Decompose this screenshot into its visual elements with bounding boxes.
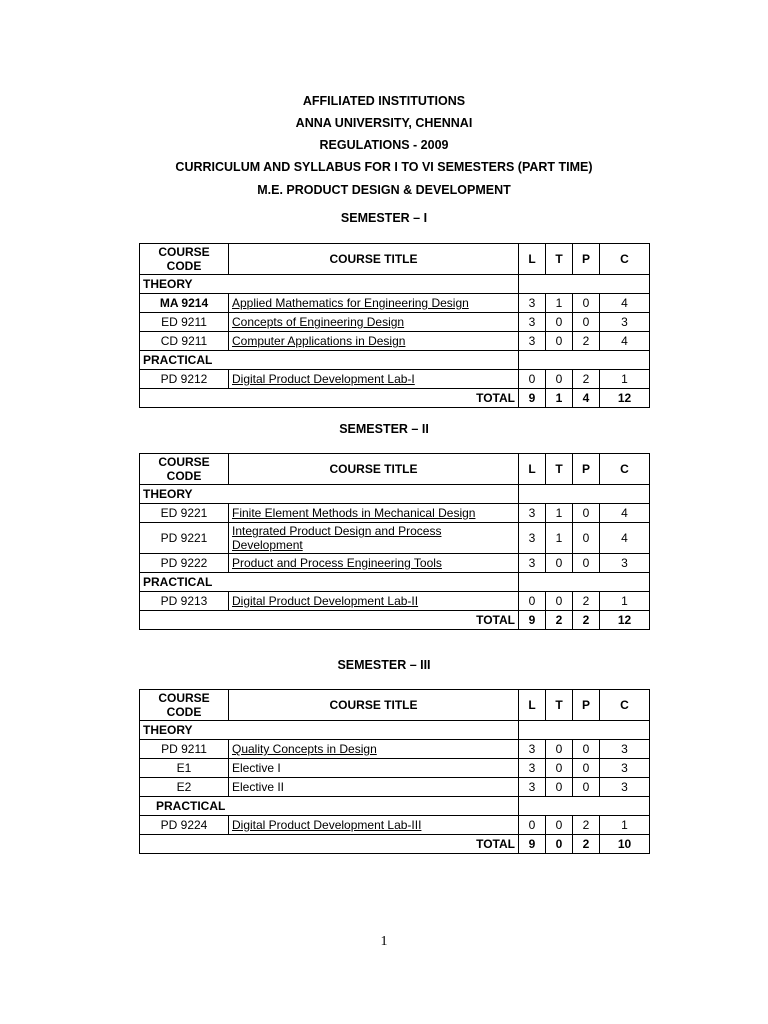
table-row [140, 294, 650, 313]
total-c: 10 [600, 835, 650, 854]
course-title: Finite Element Methods in Mechanical Design [229, 504, 519, 523]
course-code-header: COURSE CODE [140, 244, 229, 275]
p-value: 0 [573, 504, 600, 523]
t-header: T [546, 244, 573, 275]
c-header: C [600, 690, 650, 721]
semester-1-title: SEMESTER – I [340, 211, 428, 225]
course-code: ED 9221 [140, 504, 229, 523]
l-header: L [519, 454, 546, 485]
t-value: 0 [546, 370, 573, 389]
table-header-row [140, 454, 650, 485]
l-value: 0 [519, 370, 546, 389]
t-value: 0 [546, 313, 573, 332]
l-value: 3 [519, 740, 546, 759]
total-p: 2 [573, 835, 600, 854]
t-value: 0 [546, 759, 573, 778]
t-value: 1 [546, 504, 573, 523]
c-value: 1 [600, 816, 650, 835]
course-code: CD 9211 [140, 332, 229, 351]
total-c: 12 [600, 389, 650, 408]
l-value: 3 [519, 778, 546, 797]
course-title: Quality Concepts in Design [229, 740, 519, 759]
total-c: 12 [600, 611, 650, 630]
c-value: 1 [600, 592, 650, 611]
t-header: T [546, 454, 573, 485]
table-header-row [140, 690, 650, 721]
table-row [140, 313, 650, 332]
table-row [140, 592, 650, 611]
l-value: 0 [519, 592, 546, 611]
blank-cell [519, 573, 650, 592]
course-title: Product and Process Engineering Tools [229, 554, 519, 573]
t-value: 1 [546, 294, 573, 313]
blank-cell [519, 721, 650, 740]
c-value: 4 [600, 332, 650, 351]
theory-label: THEORY [140, 275, 519, 294]
total-t: 1 [546, 389, 573, 408]
blank-cell [519, 351, 650, 370]
semester-3-table [139, 689, 650, 854]
course-code: PD 9212 [140, 370, 229, 389]
p-value: 0 [573, 554, 600, 573]
theory-label: THEORY [140, 721, 519, 740]
p-value: 2 [573, 332, 600, 351]
p-value: 0 [573, 313, 600, 332]
course-title: Concepts of Engineering Design [229, 313, 519, 332]
table-header-row [140, 244, 650, 275]
table-row [140, 778, 650, 797]
c-value: 1 [600, 370, 650, 389]
p-value: 0 [573, 294, 600, 313]
course-title: Digital Product Development Lab-II [229, 592, 519, 611]
table-row [140, 504, 650, 523]
l-value: 3 [519, 523, 546, 554]
p-header: P [573, 244, 600, 275]
total-row [140, 611, 650, 630]
semester-3-title: SEMESTER – III [337, 658, 431, 672]
c-value: 4 [600, 523, 650, 554]
total-label: TOTAL [140, 611, 519, 630]
theory-section-row [140, 721, 650, 740]
semester-2-table [139, 453, 650, 630]
course-code: PD 9224 [140, 816, 229, 835]
t-value: 0 [546, 816, 573, 835]
l-value: 3 [519, 759, 546, 778]
theory-section-row [140, 275, 650, 294]
course-title-header: COURSE TITLE [229, 244, 519, 275]
total-p: 4 [573, 389, 600, 408]
l-header: L [519, 244, 546, 275]
course-code: PD 9211 [140, 740, 229, 759]
practical-label: PRACTICAL [140, 351, 519, 370]
p-value: 0 [573, 759, 600, 778]
total-row [140, 389, 650, 408]
table-row [140, 554, 650, 573]
t-value: 0 [546, 778, 573, 797]
header-university: ANNA UNIVERSITY, CHENNAI [295, 116, 473, 130]
p-value: 0 [573, 740, 600, 759]
p-header: P [573, 454, 600, 485]
practical-label: PRACTICAL [140, 573, 519, 592]
p-value: 2 [573, 592, 600, 611]
total-label: TOTAL [140, 835, 519, 854]
l-value: 3 [519, 504, 546, 523]
blank-cell [519, 485, 650, 504]
total-p: 2 [573, 611, 600, 630]
course-code: PD 9213 [140, 592, 229, 611]
course-code-header: COURSE CODE [140, 690, 229, 721]
header-affiliated: AFFILIATED INSTITUTIONS [302, 94, 466, 108]
course-title-header: COURSE TITLE [229, 454, 519, 485]
course-code: ED 9211 [140, 313, 229, 332]
table-row [140, 332, 650, 351]
course-title: Computer Applications in Design [229, 332, 519, 351]
header-regulations: REGULATIONS - 2009 [319, 138, 449, 152]
l-header: L [519, 690, 546, 721]
table-row [140, 740, 650, 759]
p-value: 0 [573, 778, 600, 797]
l-value: 3 [519, 554, 546, 573]
t-value: 0 [546, 554, 573, 573]
course-title: Elective II [229, 778, 519, 797]
l-value: 3 [519, 313, 546, 332]
c-value: 4 [600, 504, 650, 523]
c-value: 3 [600, 759, 650, 778]
table-row [140, 370, 650, 389]
table-row [140, 759, 650, 778]
practical-section-row [140, 797, 650, 816]
table-row [140, 523, 650, 554]
c-value: 3 [600, 778, 650, 797]
course-code: PD 9222 [140, 554, 229, 573]
course-code: MA 9214 [140, 294, 229, 313]
c-value: 3 [600, 554, 650, 573]
l-value: 3 [519, 294, 546, 313]
course-title: Integrated Product Design and Process Development [229, 523, 519, 554]
table-row [140, 816, 650, 835]
p-value: 0 [573, 523, 600, 554]
p-header: P [573, 690, 600, 721]
total-l: 9 [519, 389, 546, 408]
page-number: 1 [380, 934, 388, 949]
total-t: 2 [546, 611, 573, 630]
l-value: 0 [519, 816, 546, 835]
course-code-header: COURSE CODE [140, 454, 229, 485]
total-row [140, 835, 650, 854]
c-value: 3 [600, 313, 650, 332]
theory-section-row [140, 485, 650, 504]
t-value: 0 [546, 740, 573, 759]
l-value: 3 [519, 332, 546, 351]
p-value: 2 [573, 816, 600, 835]
c-value: 4 [600, 294, 650, 313]
t-value: 0 [546, 592, 573, 611]
course-code: E2 [140, 778, 229, 797]
theory-label: THEORY [140, 485, 519, 504]
course-title: Elective I [229, 759, 519, 778]
course-code: E1 [140, 759, 229, 778]
t-value: 0 [546, 332, 573, 351]
t-value: 1 [546, 523, 573, 554]
practical-section-row [140, 351, 650, 370]
c-value: 3 [600, 740, 650, 759]
total-t: 0 [546, 835, 573, 854]
c-header: C [600, 244, 650, 275]
header-programme: M.E. PRODUCT DESIGN & DEVELOPMENT [257, 183, 511, 197]
practical-section-row [140, 573, 650, 592]
total-l: 9 [519, 835, 546, 854]
c-header: C [600, 454, 650, 485]
semester-2-title: SEMESTER – II [339, 422, 429, 436]
course-code: PD 9221 [140, 523, 229, 554]
course-title: Digital Product Development Lab-III [229, 816, 519, 835]
total-l: 9 [519, 611, 546, 630]
blank-cell [519, 275, 650, 294]
blank-cell [519, 797, 650, 816]
p-value: 2 [573, 370, 600, 389]
header-curriculum: CURRICULUM AND SYLLABUS FOR I TO VI SEMESTERS (PART TIME) [175, 160, 593, 174]
course-title-header: COURSE TITLE [229, 690, 519, 721]
semester-1-table [139, 243, 650, 408]
practical-label: PRACTICAL [140, 797, 519, 816]
course-title: Digital Product Development Lab-I [229, 370, 519, 389]
t-header: T [546, 690, 573, 721]
course-title: Applied Mathematics for Engineering Design [229, 294, 519, 313]
total-label: TOTAL [140, 389, 519, 408]
